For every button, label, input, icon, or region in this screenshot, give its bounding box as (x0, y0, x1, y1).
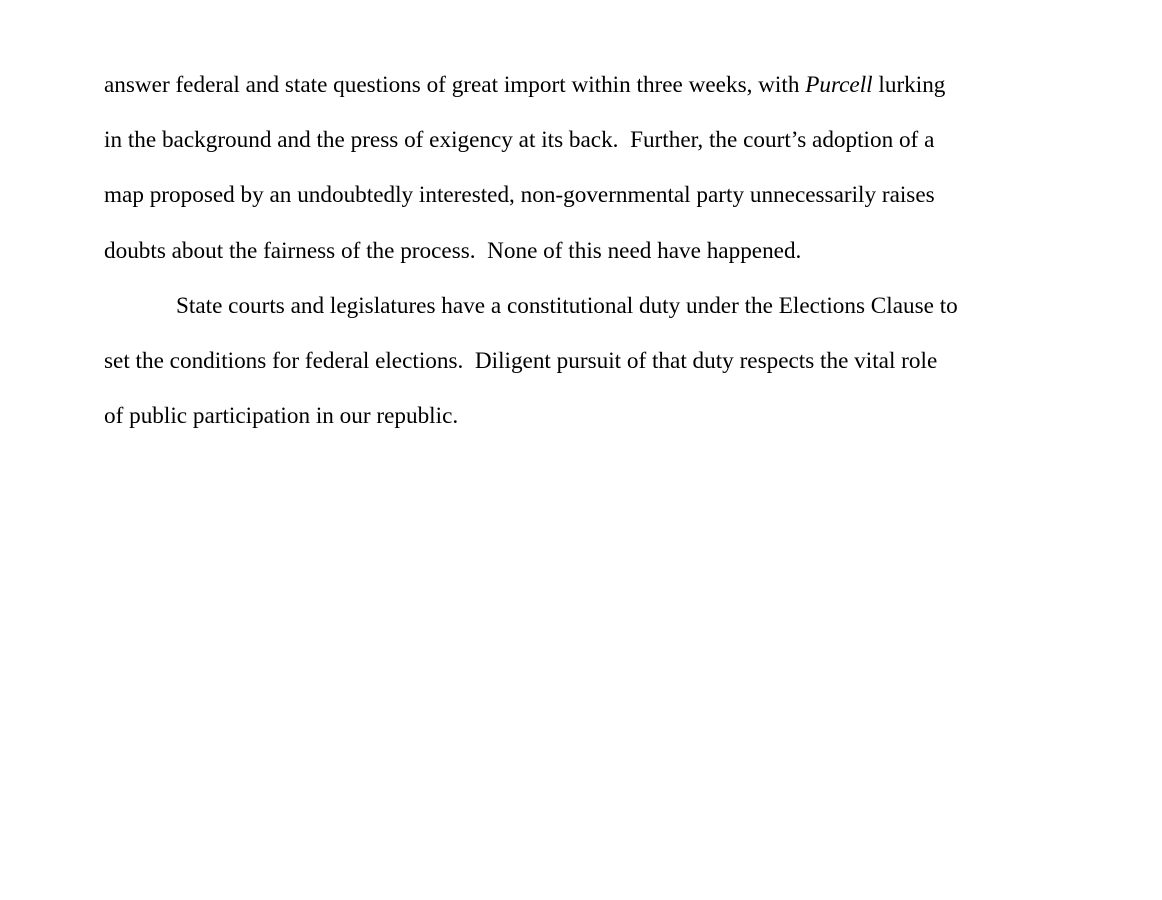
body-text (104, 58, 1064, 444)
text-segment: State courts and legislatures have a constitutional duty under the Elections Clause to (176, 292, 958, 319)
text-line (104, 113, 1064, 168)
italic-case-name: Purcell (805, 72, 873, 98)
text-line (104, 389, 1064, 444)
text-line (104, 334, 1064, 389)
text-segment: in the background and the press of exigency at its back. Further, the court’s adoption of a (104, 127, 935, 154)
text-line (104, 168, 1064, 223)
text-segment: map proposed by an undoubtedly interested, non-governmental party unnecessarily raises (104, 182, 935, 209)
text-segment: set the conditions for federal elections. Diligent pursuit of that duty respects the vital role (104, 347, 938, 374)
text-segment: answer federal and state questions of great import within three weeks, with (104, 72, 806, 98)
paragraph-first-line (104, 279, 1064, 334)
text-segment: of public participation in our republic. (104, 403, 459, 430)
text-segment: lurking (872, 72, 946, 98)
text-line (104, 224, 1064, 279)
text-line (104, 58, 1064, 113)
text-segment: doubts about the fairness of the process. None of this need have happened. (104, 237, 802, 264)
